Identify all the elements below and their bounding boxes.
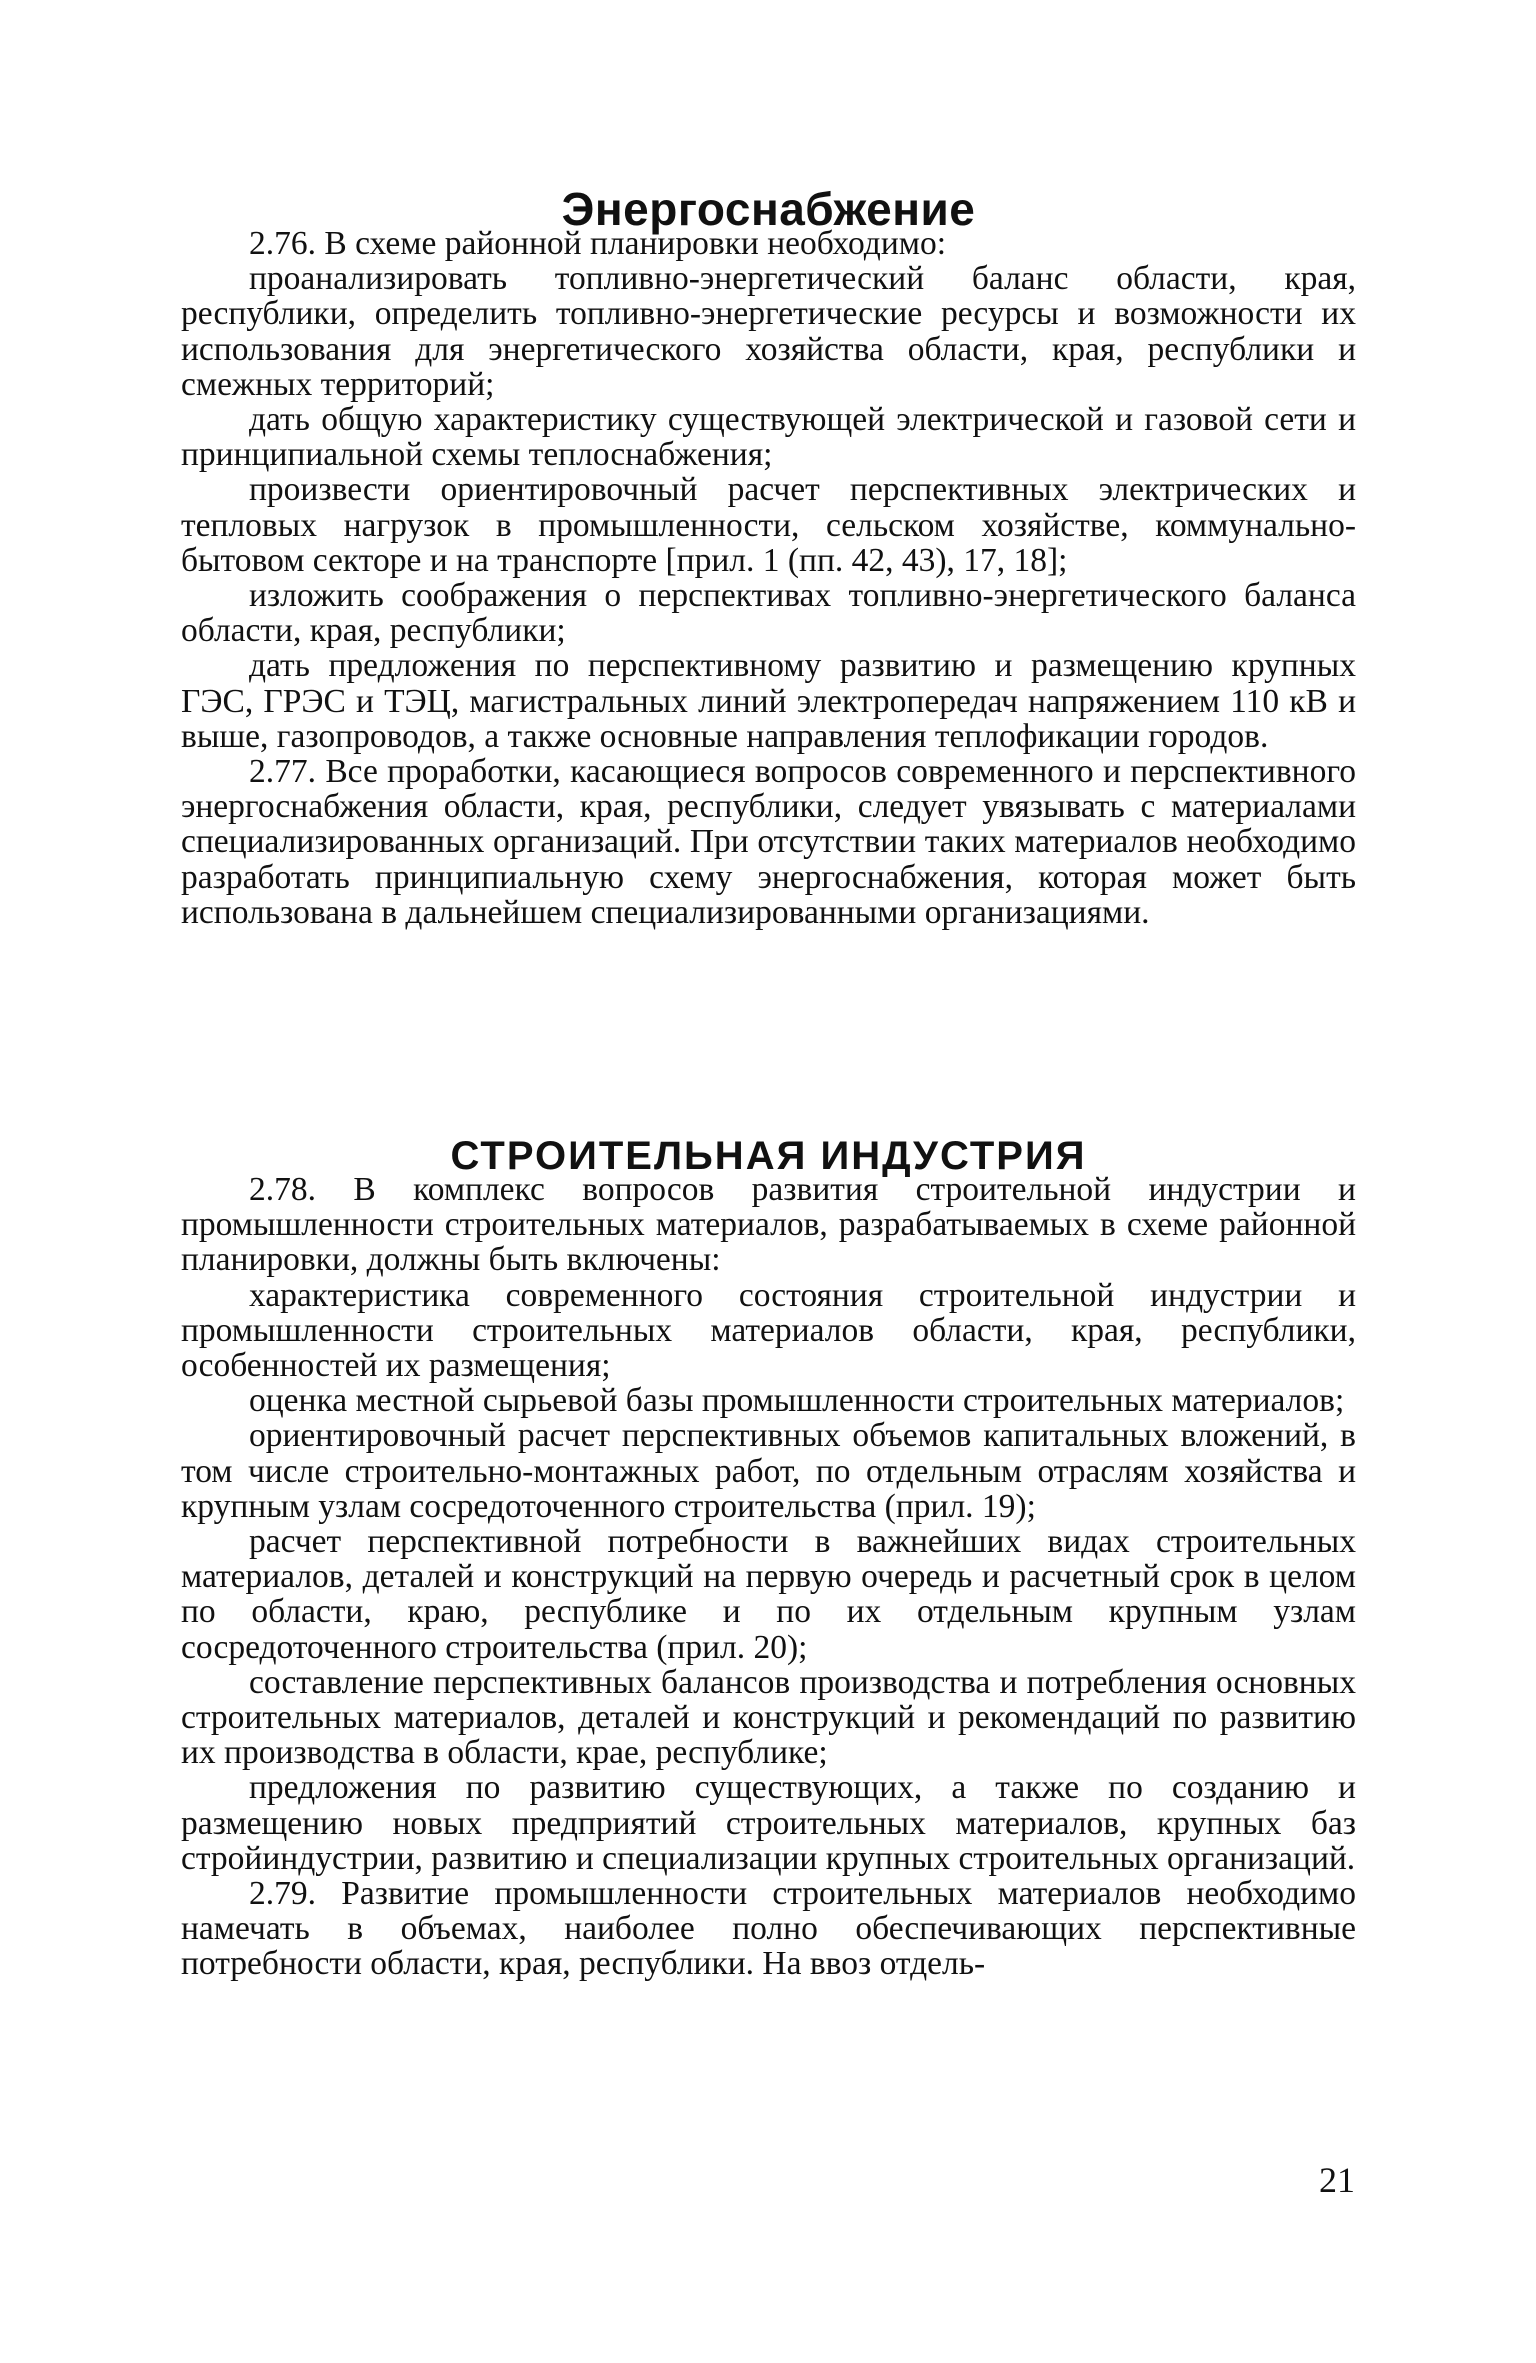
list-item-paragraph: дать общую характеристику существующей электрической и газовой сети и принципиальной схемы теплоснабжения; (181, 401, 1356, 474)
paragraph-2-76: 2.76. В схеме районной планировки необходимо: (249, 225, 947, 262)
list-item-paragraph: ориентировочный расчет перспективных объемов капитальных вложений, в том числе строительно-монтажных работ, по отдельным отраслям хозяйства и крупным узлам сосредоточенного строительства (прил. 19); (181, 1417, 1356, 1525)
list-item-paragraph: характеристика современного состояния строительной индустрии и промышленности строительных материалов области, края, республики, особенностей их размещения; (181, 1276, 1356, 1385)
list-item-paragraph: дать предложения по перспективному развитию и размещению крупных ГЭС, ГРЭС и ТЭЦ, магистральных линий электропередач напряжением 110 кВ и выше, газопроводов, а также основные направления теплофикации городов. (181, 647, 1356, 755)
paragraph-2-78: 2.78. В комплекс вопросов развития строительной индустрии и промышленности строительных материалов, разрабатываемых в схеме районной планировки, должны быть включены: (181, 1171, 1356, 1279)
list-item-paragraph: составление перспективных балансов производства и потребления основных строительных материалов, деталей и конструкций и рекомендаций по развитию их производства в области, крае, республике; (181, 1663, 1356, 1772)
list-item-paragraph: предложения по развитию существующих, а также по созданию и размещению новых предприятий строительных материалов, крупных баз стройиндустрии, развитию и специализации крупных строительных организаций. (181, 1769, 1356, 1877)
list-item-paragraph: изложить соображения о перспективах топливно-энергетического баланса области, края, республики; (181, 577, 1356, 650)
page-number: 21 (1319, 2160, 1355, 2200)
list-item-paragraph: оценка местной сырьевой базы промышленности строительных материалов; (249, 1382, 1345, 1420)
list-item-paragraph: расчет перспективной потребности в важнейших видах строительных материалов, деталей и конструкций на первую очередь и расчетный срок в целом по области, краю, республике и по их отдельным крупным узлам сосредоточенного строительства (прил. 20); (181, 1523, 1356, 1666)
section-body-energy (181, 226, 1356, 930)
section-title-construction: СТРОИТЕЛЬНАЯ ИНДУСТРИЯ (450, 1134, 1087, 1179)
paragraph-2-79: 2.79. Развитие промышленности строительных материалов необходимо намечать в объемах, наиболее полно обеспечивающих перспективные потребности области, края, республики. На ввоз отдель- (181, 1875, 1356, 1983)
paragraph-2-77: 2.77. Все проработки, касающиеся вопросов современного и перспективного энергоснабжения области, края, республики, следует увязывать с материалами специализированных организаций. При отсутствии таких материалов необходимо разработать принципиальную схему энергоснабжения, которая может быть использована в дальнейшем специализированными организациями. (181, 753, 1356, 931)
list-item-paragraph: произвести ориентировочный расчет перспективных электрических и тепловых нагрузок в промышленности, сельском хозяйстве, коммунально-бытовом секторе и на транспорте [прил. 1 (пп. 42, 43), 17, 18]; (181, 471, 1356, 579)
section-body-construction (181, 1172, 1356, 1982)
list-item-paragraph: проанализировать топливно-энергетический баланс области, края, республики, определить топливно-энергетические ресурсы и возможности их использования для энергетического хозяйства области, края, республики и смежных территорий; (181, 260, 1356, 403)
section-title-energy: Энергоснабжение (561, 182, 976, 235)
